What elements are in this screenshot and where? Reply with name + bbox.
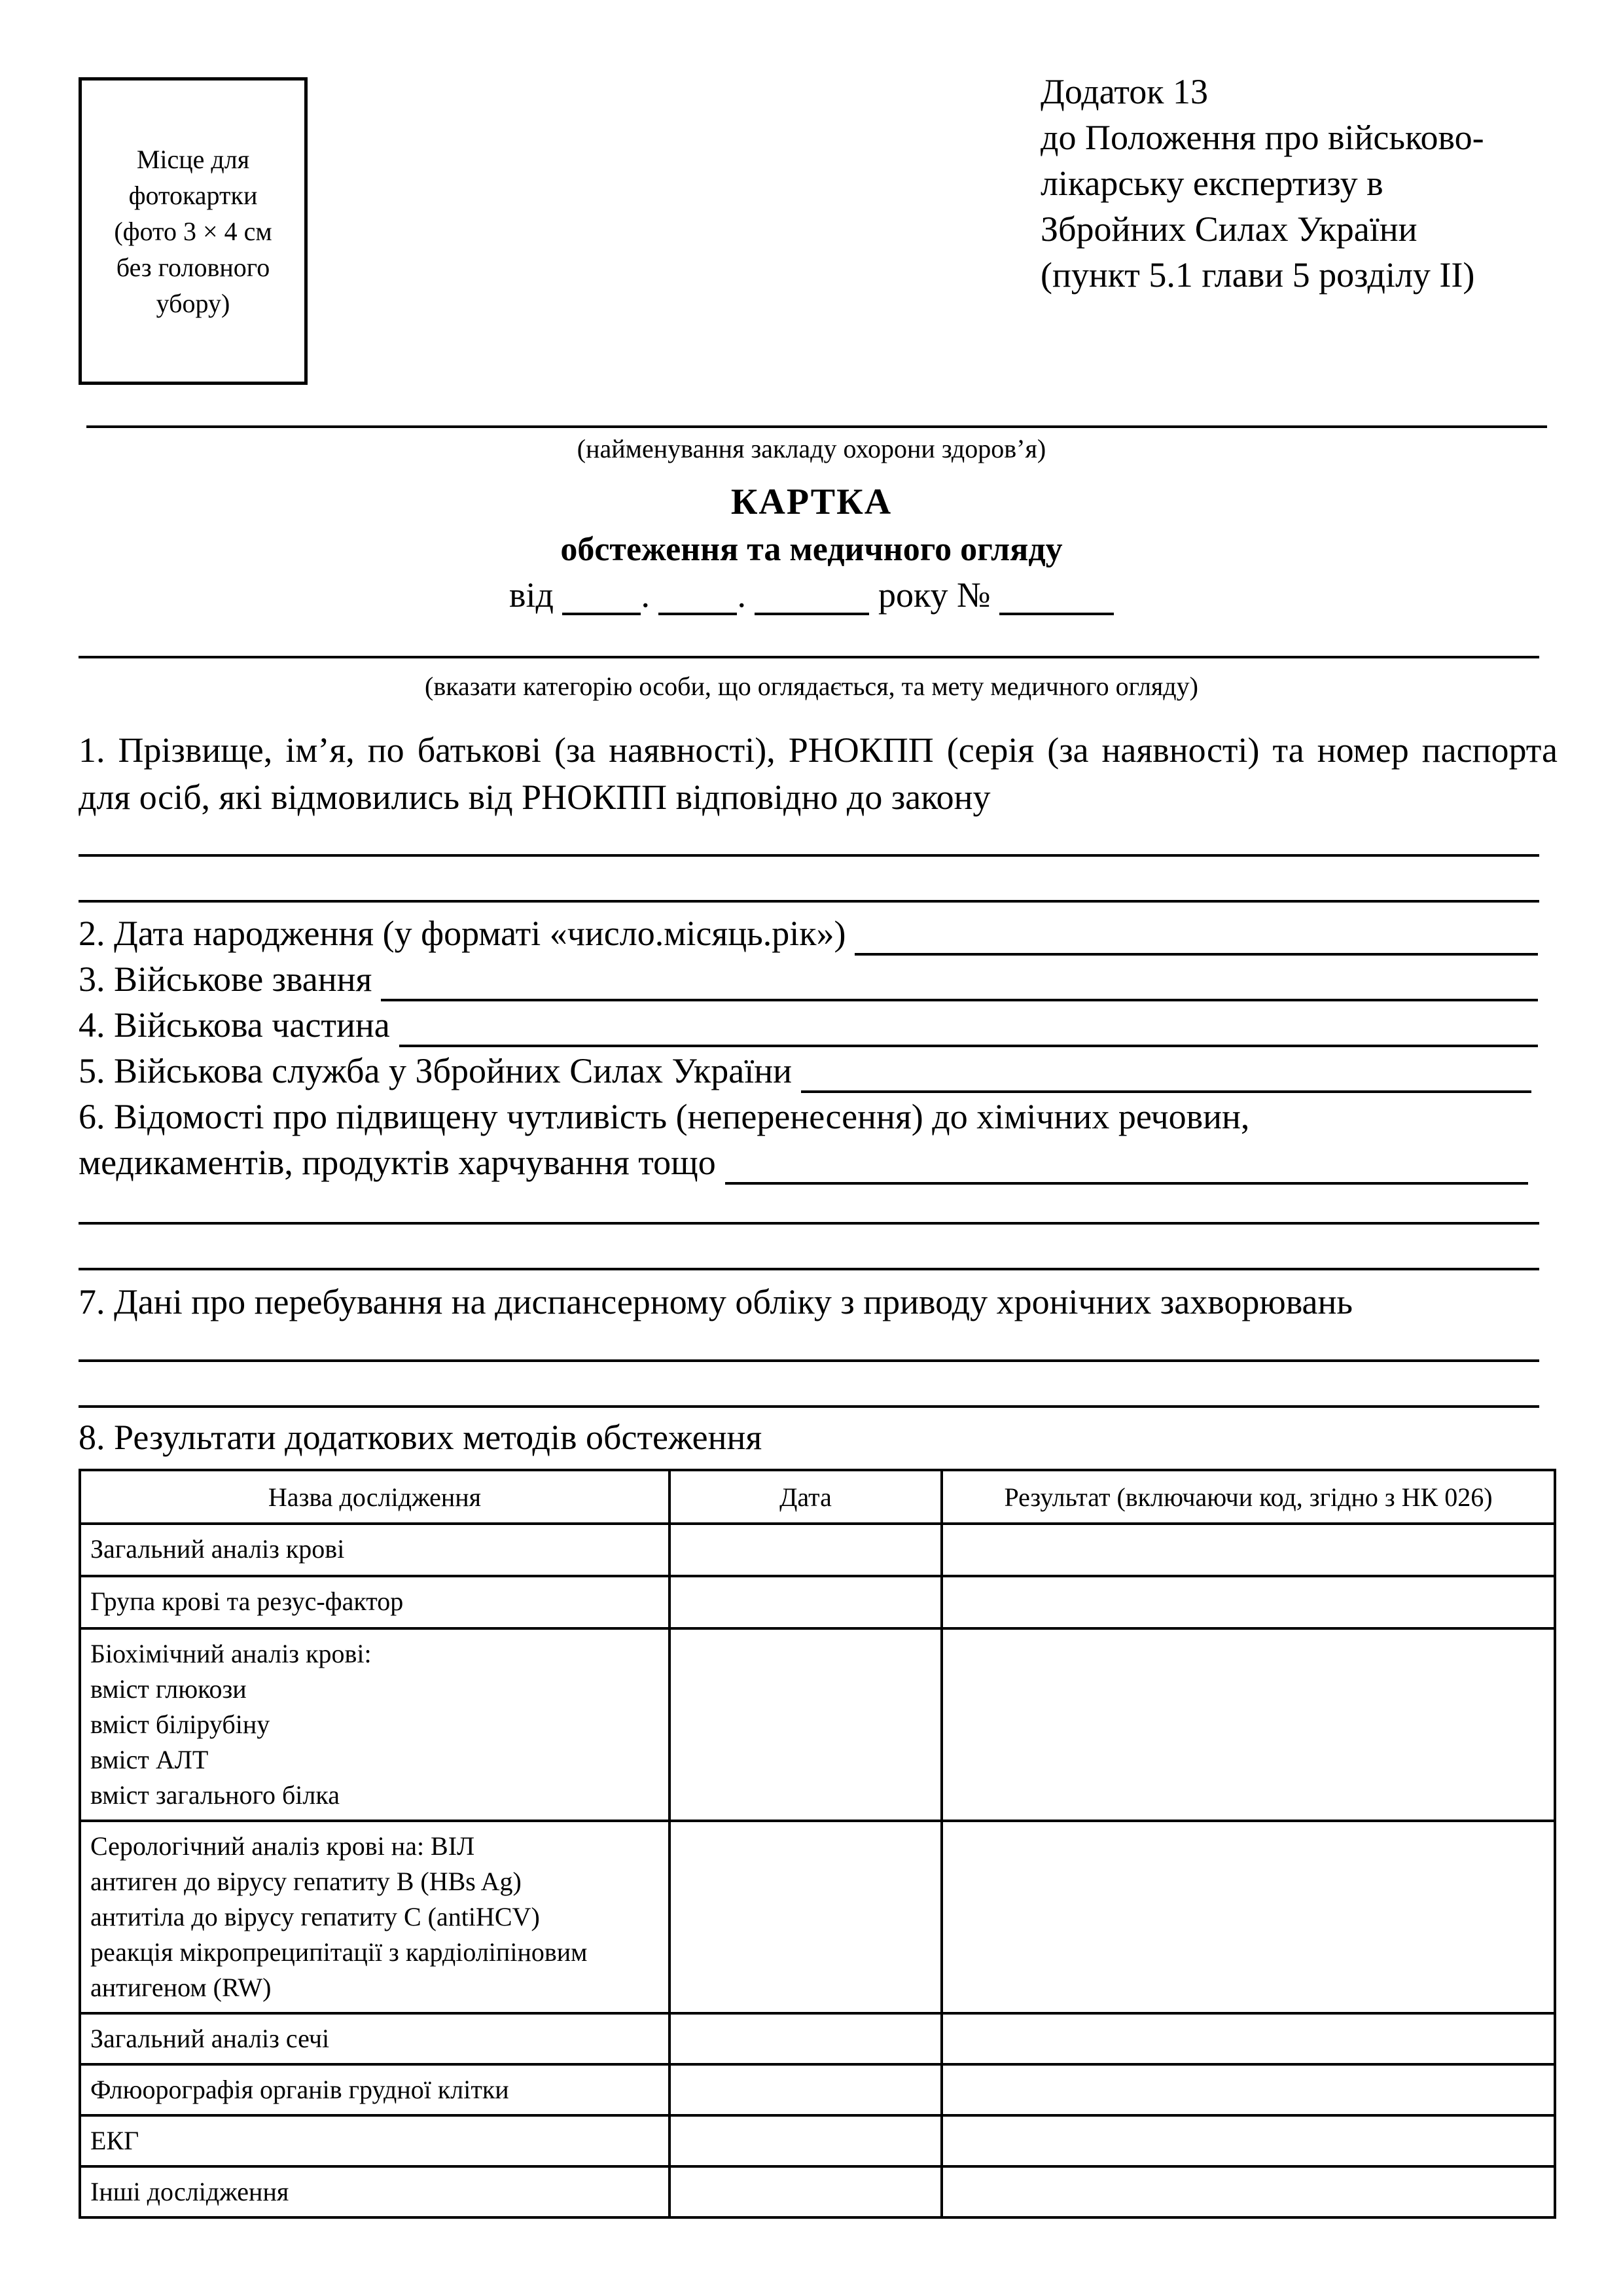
day-field[interactable] (562, 580, 641, 615)
item-8-label: 8. Результати додаткових методів обстеження (79, 1418, 762, 1457)
document-title: КАРТКА (730, 482, 893, 522)
table-row (80, 2166, 1555, 2217)
item-6-label-line-1: 6. Відомості про підвищену чутливість (неперенесення) до хімічних речовин, (79, 1097, 1250, 1136)
item-2 (79, 911, 1538, 956)
document-subtitle: обстеження та медичного огляду (560, 531, 1063, 568)
appendix-line: лікарську експертизу в (1041, 164, 1383, 203)
test-subitem: антигеном (RW) (90, 1973, 272, 2002)
test-name-cell (80, 1628, 669, 1821)
test-name: Загальний аналіз сечі (90, 2024, 330, 2053)
test-name-cell (80, 1524, 669, 1576)
item-7-field-line-2[interactable] (79, 1405, 1539, 1408)
test-date-cell[interactable] (669, 2064, 942, 2115)
test-result-cell[interactable] (942, 2064, 1555, 2115)
test-subitem: антитіла до вірусу гепатиту С (antiHCV) (90, 1902, 540, 1931)
test-subitem: реакція мікропреципітації з кардіоліпіновим (90, 1937, 588, 1967)
item-6 (79, 1140, 1528, 1185)
test-name: Біохімічний аналіз крові: (90, 1639, 372, 1668)
test-name: Загальний аналіз крові (90, 1534, 345, 1564)
item-5-label: 5. Військова служба у Збройних Силах України (79, 1051, 793, 1090)
institution-name-field[interactable] (86, 425, 1547, 428)
item-6-field-line-3[interactable] (79, 1268, 1539, 1270)
military-rank-field[interactable] (381, 969, 1538, 1001)
item-6-label-line-2: медикаментів, продуктів харчування тощо (79, 1143, 716, 1182)
table-row (80, 1576, 1555, 1628)
test-result-cell[interactable] (942, 2115, 1555, 2166)
item-4 (79, 1003, 1538, 1047)
test-name: Серологічний аналіз крові на: ВІЛ (90, 1831, 475, 1861)
military-unit-field[interactable] (399, 1014, 1538, 1047)
month-field[interactable] (658, 580, 737, 615)
test-result-cell[interactable] (942, 2013, 1555, 2064)
test-name: ЕКГ (90, 2126, 139, 2155)
test-subitem: вміст загального білка (90, 1780, 340, 1810)
item-7-label: 7. Дані про перебування на диспансерному обліку з приводу хронічних захворювань (79, 1282, 1353, 1321)
appendix-line: (пункт 5.1 глави 5 розділу II) (1041, 255, 1475, 295)
item-2-label: 2. Дата народження (у форматі «число.місяць.рік») (79, 914, 846, 953)
test-result-cell[interactable] (942, 1821, 1555, 2013)
table-row (80, 1821, 1555, 2013)
test-date-cell[interactable] (669, 2166, 942, 2217)
category-purpose-field[interactable] (79, 656, 1539, 658)
item-4-label: 4. Військова частина (79, 1005, 390, 1045)
military-service-field[interactable] (801, 1060, 1531, 1093)
test-date-cell[interactable] (669, 1628, 942, 1821)
year-field[interactable] (755, 580, 869, 615)
test-name-cell (80, 2064, 669, 2115)
photo-placeholder-text (114, 141, 272, 321)
photo-line: фотокартки (128, 180, 258, 210)
test-name-cell (80, 1821, 669, 2013)
test-name: Інші дослідження (90, 2177, 289, 2206)
date-separator: . (641, 575, 650, 615)
test-result-cell[interactable] (942, 1524, 1555, 1576)
table-row (80, 2013, 1555, 2064)
test-result-cell[interactable] (942, 2166, 1555, 2217)
test-name: Група крові та резус-фактор (90, 1587, 404, 1616)
date-prefix: від (509, 575, 554, 615)
table-row (80, 1524, 1555, 1576)
birth-date-field[interactable] (855, 923, 1538, 956)
photo-line: убору) (156, 288, 230, 318)
test-date-cell[interactable] (669, 2013, 942, 2064)
test-subitem: антиген до вірусу гепатиту В (HBs Ag) (90, 1867, 522, 1896)
item-1-field-line-2[interactable] (79, 900, 1539, 903)
year-number-label: року № (878, 575, 991, 615)
appendix-line: до Положення про військово- (1041, 118, 1484, 157)
results-table (79, 1469, 1556, 2219)
item-5 (79, 1049, 1531, 1093)
test-date-cell[interactable] (669, 1524, 942, 1576)
photo-placeholder (79, 77, 308, 385)
column-header-name: Назва дослідження (80, 1470, 669, 1524)
card-number-field[interactable] (999, 580, 1114, 615)
appendix-line: Збройних Силах України (1041, 209, 1418, 249)
test-date-cell[interactable] (669, 2115, 942, 2166)
test-subitem: вміст глюкози (90, 1674, 247, 1704)
date-number-line (0, 575, 1623, 615)
item-7-field-line-1[interactable] (79, 1359, 1539, 1362)
test-name-cell (80, 2115, 669, 2166)
sensitivity-field[interactable] (725, 1152, 1528, 1185)
item-1-label: 1. Прізвище, ім’я, по батькові (за наявності), РНОКПП (серія (за наявності) та номер паспорта для осіб, які відмовились від РНОКПП відповідно до закону (79, 730, 1558, 817)
column-header-date: Дата (669, 1470, 942, 1524)
category-caption: (вказати категорію особи, що оглядається, та мету медичного огляду) (425, 672, 1198, 701)
test-date-cell[interactable] (669, 1576, 942, 1628)
institution-caption: (найменування закладу охорони здоров’я) (577, 434, 1046, 463)
item-3-label: 3. Військове звання (79, 960, 372, 999)
appendix-line: Додаток 13 (1041, 72, 1208, 111)
test-name-cell (80, 2166, 669, 2217)
test-name-cell (80, 1576, 669, 1628)
test-name: Флюорографія органів грудної клітки (90, 2075, 509, 2104)
date-separator: . (737, 575, 746, 615)
table-row (80, 2115, 1555, 2166)
appendix-reference (1041, 69, 1484, 298)
test-name-cell (80, 2013, 669, 2064)
test-result-cell[interactable] (942, 1628, 1555, 1821)
item-1-field-line-1[interactable] (79, 854, 1539, 857)
test-subitem: вміст АЛТ (90, 1745, 209, 1774)
photo-line: без головного (116, 252, 270, 282)
table-row (80, 2064, 1555, 2115)
item-3 (79, 957, 1538, 1001)
table-header-row (80, 1470, 1555, 1524)
photo-line: (фото 3 × 4 см (114, 216, 272, 246)
test-subitem: вміст білірубіну (90, 1710, 270, 1739)
photo-line: Місце для (136, 144, 250, 174)
column-header-result: Результат (включаючи код, згідно з НК 026) (942, 1470, 1555, 1524)
table-row (80, 1628, 1555, 1821)
item-6-field-line-2[interactable] (79, 1222, 1539, 1225)
test-result-cell[interactable] (942, 1576, 1555, 1628)
test-date-cell[interactable] (669, 1821, 942, 2013)
